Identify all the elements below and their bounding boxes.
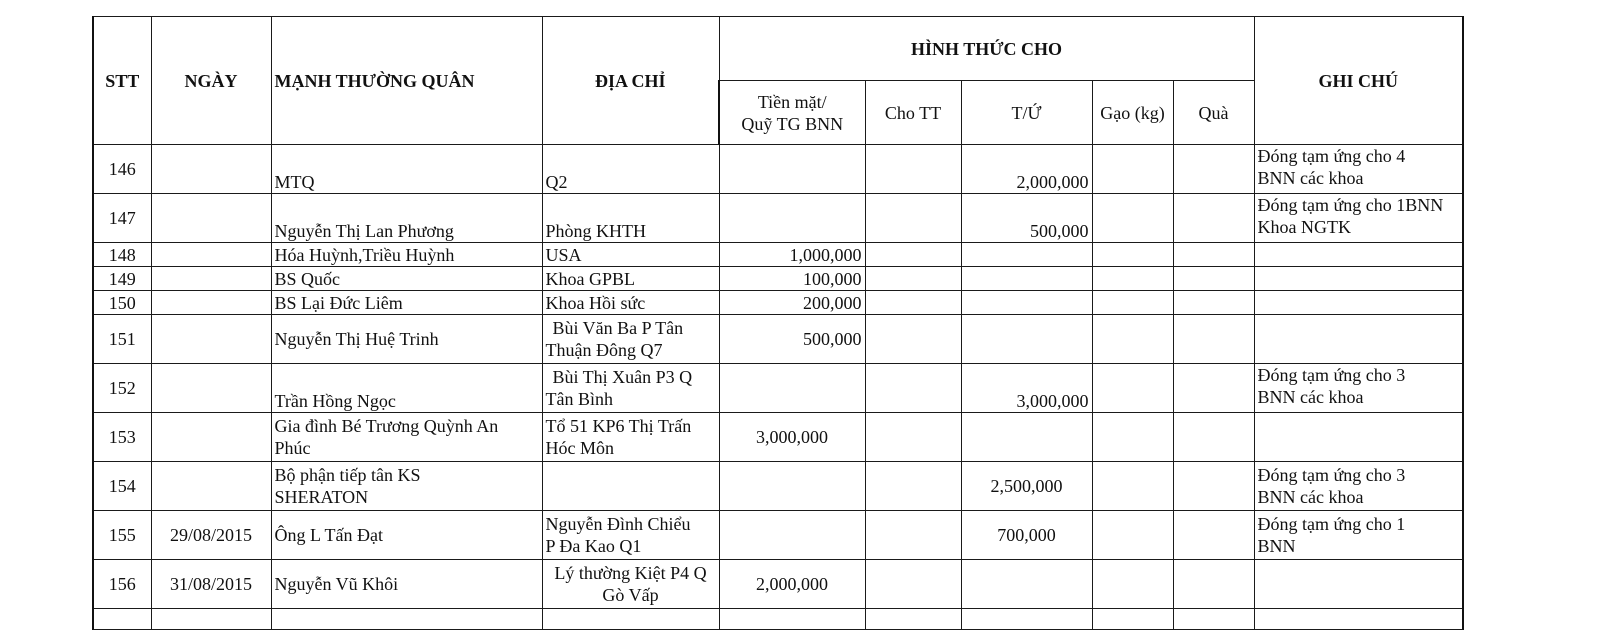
ghi-chu-line1: Đóng tạm ứng cho 1: [1257, 514, 1406, 534]
cell-ten: Nguyễn Vũ Khôi: [271, 560, 542, 609]
cell-stt: 151: [93, 315, 151, 364]
cell-ghi-chu: [1254, 511, 1463, 560]
cell-gao: [1092, 413, 1173, 462]
cell-stt: 148: [93, 243, 151, 267]
cell-tien-mat: 500,000: [719, 315, 865, 364]
cell-ghi-chu: [1254, 462, 1463, 511]
dia-chi-line2: Tân Bình: [545, 389, 613, 409]
cell-tu: [961, 291, 1092, 315]
cell-tien-mat: [719, 511, 865, 560]
cell-gao: [1092, 462, 1173, 511]
cell-cho-tt: [865, 243, 961, 267]
cell-tu: 700,000: [961, 511, 1092, 560]
header-gao: Gạo (kg): [1092, 81, 1173, 145]
cell-tien-mat: 2,000,000: [719, 560, 865, 609]
cell-dia-chi: Khoa Hồi sức: [542, 291, 719, 315]
cell-tien-mat: [719, 194, 865, 243]
dia-chi-line1: Nguyễn Đình Chiểu: [545, 514, 691, 534]
cell-qua: [1173, 462, 1254, 511]
cell-cho-tt: [865, 315, 961, 364]
cell-tu: [961, 413, 1092, 462]
dia-chi-line1: Lý thường Kiệt P4 Q: [554, 563, 707, 583]
cell-tien-mat: [719, 462, 865, 511]
cell-ten: [271, 462, 542, 511]
cell-ngay: [151, 194, 271, 243]
cell-ngay: [151, 364, 271, 413]
dia-chi-line2: Gò Vấp: [602, 585, 659, 605]
dia-chi-line2: Hóc Môn: [545, 438, 614, 458]
cell-ten: BS Lại Đức Liêm: [271, 291, 542, 315]
header-tu: T/Ứ: [961, 81, 1092, 145]
ghi-chu-line2: BNN các khoa: [1257, 487, 1364, 507]
cell-ghi-chu: [1254, 315, 1463, 364]
cell-ghi-chu: [1254, 560, 1463, 609]
cell-qua: [1173, 243, 1254, 267]
header-hinh-thuc-cho: HÌNH THỨC CHO: [719, 17, 1254, 81]
cell-stt: 155: [93, 511, 151, 560]
cell-ten: Hóa Huỳnh,Triều Huỳnh: [271, 243, 542, 267]
header-tien-mat: [719, 81, 865, 145]
cell-ngay: [151, 243, 271, 267]
table-row: [93, 511, 1463, 560]
ten-line2: Phúc: [274, 438, 311, 458]
cell-stt: 153: [93, 413, 151, 462]
cell-stt: 146: [93, 145, 151, 194]
cell-gao: [1092, 315, 1173, 364]
table-row: [93, 364, 1463, 413]
cell-stt: 147: [93, 194, 151, 243]
table-row: [93, 194, 1463, 243]
cell-gao: [1092, 243, 1173, 267]
cell-ten: Trần Hồng Ngọc: [271, 364, 542, 413]
ten-line1: Bộ phận tiếp tân KS: [274, 465, 421, 485]
cell-cho-tt: [865, 145, 961, 194]
cell-cho-tt: [865, 511, 961, 560]
cell-ten: Nguyễn Thị Huệ Trinh: [271, 315, 542, 364]
ghi-chu-line1: Đóng tạm ứng cho 3: [1257, 365, 1406, 385]
cell-dia-chi: [542, 560, 719, 609]
cell-qua: [1173, 315, 1254, 364]
cell-ngay: [151, 267, 271, 291]
header-qua: Quà: [1173, 81, 1254, 145]
table-row: [93, 291, 1463, 315]
cell-dia-chi: [542, 364, 719, 413]
cell-ghi-chu: [1254, 291, 1463, 315]
cell-tu: [961, 560, 1092, 609]
table-row: [93, 145, 1463, 194]
ten-line1: Gia đình Bé Trương Quỳnh An: [274, 416, 499, 436]
cell-cho-tt: [865, 413, 961, 462]
cell-stt: 152: [93, 364, 151, 413]
cell-dia-chi: [542, 413, 719, 462]
dia-chi-line1: Bùi Văn Ba P Tân: [552, 318, 684, 338]
cell-dia-chi: [542, 511, 719, 560]
cell-tu: [961, 609, 1092, 630]
ghi-chu-line2: BNN các khoa: [1257, 387, 1364, 407]
cell-ten: Ông L Tấn Đạt: [271, 511, 542, 560]
cell-tu: 2,000,000: [961, 145, 1092, 194]
ghi-chu-line1: Đóng tạm ứng cho 3: [1257, 465, 1406, 485]
dia-chi-line2: P Đa Kao Q1: [545, 536, 642, 556]
cell-gao: [1092, 194, 1173, 243]
cell-tien-mat: [719, 364, 865, 413]
cell-ngay: [151, 462, 271, 511]
cell-ghi-chu: [1254, 267, 1463, 291]
cell-gao: [1092, 267, 1173, 291]
cell-qua: [1173, 145, 1254, 194]
header-cho-tt: Cho TT: [865, 81, 961, 145]
cell-qua: [1173, 609, 1254, 630]
cell-gao: [1092, 609, 1173, 630]
cell-tu: [961, 243, 1092, 267]
cell-tien-mat: 1,000,000: [719, 243, 865, 267]
dia-chi-line1: Tổ 51 KP6 Thị Trấn: [545, 416, 692, 436]
cell-ngay: [151, 291, 271, 315]
cell-tu: [961, 315, 1092, 364]
cell-ngay: [151, 315, 271, 364]
cell-ghi-chu: [1254, 364, 1463, 413]
cell-dia-chi: [542, 315, 719, 364]
cell-dia-chi: [542, 609, 719, 630]
cell-tien-mat: [719, 145, 865, 194]
header-row-main: [93, 17, 1463, 81]
cell-ngay: [151, 609, 271, 630]
cell-tien-mat: 3,000,000: [719, 413, 865, 462]
cell-cho-tt: [865, 291, 961, 315]
table-row: [93, 243, 1463, 267]
header-dia-chi: ĐỊA CHỈ: [542, 17, 719, 145]
cell-tu: 2,500,000: [961, 462, 1092, 511]
cell-tien-mat: 200,000: [719, 291, 865, 315]
cell-ngay: 29/08/2015: [151, 511, 271, 560]
header-stt: STT: [93, 17, 151, 145]
header-ghi-chu: GHI CHÚ: [1254, 17, 1463, 145]
cell-stt: [93, 609, 151, 630]
cell-ghi-chu: [1254, 413, 1463, 462]
header-tien-mat-line1: Tiền mặt/: [757, 91, 827, 112]
ghi-chu-line2: Khoa NGTK: [1257, 217, 1352, 237]
ghi-chu-line1: Đóng tạm ứng cho 4: [1257, 146, 1406, 166]
header-tien-mat-line2: Quỹ TG BNN: [741, 113, 844, 134]
header-ngay: NGÀY: [151, 17, 271, 145]
cell-ghi-chu: [1254, 145, 1463, 194]
header-mtq: MẠNH THƯỜNG QUÂN: [271, 17, 542, 145]
cell-cho-tt: [865, 267, 961, 291]
cell-cho-tt: [865, 609, 961, 630]
cell-dia-chi: [542, 462, 719, 511]
cell-dia-chi: Khoa GPBL: [542, 267, 719, 291]
cell-ten: Nguyễn Thị Lan Phương: [271, 194, 542, 243]
cell-tu: 3,000,000: [961, 364, 1092, 413]
table-row: [93, 462, 1463, 511]
table-row: [93, 315, 1463, 364]
cell-ngay: [151, 145, 271, 194]
cell-stt: 154: [93, 462, 151, 511]
table-row: [93, 413, 1463, 462]
dia-chi-line1: Bùi Thị Xuân P3 Q: [552, 367, 693, 387]
cell-dia-chi: Q2: [542, 145, 719, 194]
cell-stt: 150: [93, 291, 151, 315]
cell-ten: [271, 413, 542, 462]
cell-qua: [1173, 413, 1254, 462]
ghi-chu-line2: BNN các khoa: [1257, 168, 1364, 188]
cell-ten: BS Quốc: [271, 267, 542, 291]
cell-qua: [1173, 194, 1254, 243]
cell-gao: [1092, 511, 1173, 560]
cell-qua: [1173, 560, 1254, 609]
cell-gao: [1092, 364, 1173, 413]
cell-dia-chi: USA: [542, 243, 719, 267]
ten-line2: SHERATON: [274, 487, 369, 507]
cell-tien-mat: [719, 609, 865, 630]
cell-qua: [1173, 291, 1254, 315]
cell-ten: [271, 609, 542, 630]
cell-gao: [1092, 560, 1173, 609]
cell-ngay: 31/08/2015: [151, 560, 271, 609]
cell-cho-tt: [865, 462, 961, 511]
ghi-chu-line1: Đóng tạm ứng cho 1BNN: [1257, 195, 1444, 215]
cell-ngay: [151, 413, 271, 462]
table-row-partial: [93, 609, 1463, 630]
cell-ten: MTQ: [271, 145, 542, 194]
cell-cho-tt: [865, 194, 961, 243]
cell-dia-chi: Phòng KHTH: [542, 194, 719, 243]
cell-ghi-chu: [1254, 194, 1463, 243]
cell-qua: [1173, 364, 1254, 413]
cell-qua: [1173, 267, 1254, 291]
cell-cho-tt: [865, 364, 961, 413]
cell-ghi-chu: [1254, 243, 1463, 267]
cell-cho-tt: [865, 560, 961, 609]
cell-tien-mat: 100,000: [719, 267, 865, 291]
dia-chi-line2: Thuận Đông Q7: [545, 340, 663, 360]
cell-stt: 149: [93, 267, 151, 291]
cell-tu: 500,000: [961, 194, 1092, 243]
donation-ledger-table: [92, 16, 1464, 630]
cell-qua: [1173, 511, 1254, 560]
table-row: [93, 267, 1463, 291]
cell-gao: [1092, 291, 1173, 315]
cell-gao: [1092, 145, 1173, 194]
ghi-chu-line2: BNN: [1257, 536, 1296, 556]
cell-stt: 156: [93, 560, 151, 609]
cell-tu: [961, 267, 1092, 291]
cell-ghi-chu: [1254, 609, 1463, 630]
table-row: [93, 560, 1463, 609]
